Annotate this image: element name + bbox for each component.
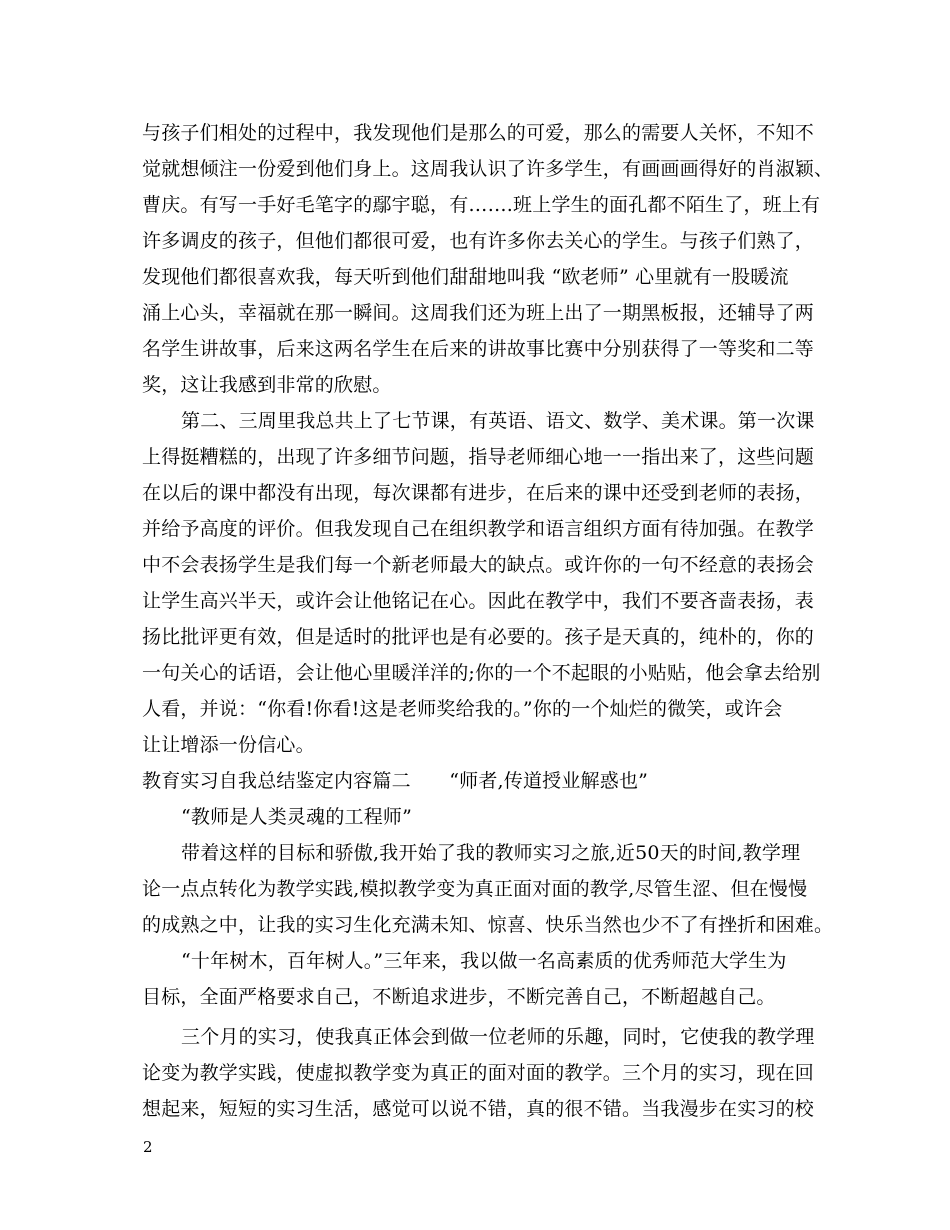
paragraph-line: 中不会表扬学生是我们每一个新老师最大的缺点。或许你的一句不经意的表扬会: [142, 554, 815, 576]
paragraph-line: 涌上心头，幸福就在那一瞬间。这周我们还为班上出了一期黑板报，还辅导了两: [142, 302, 815, 324]
paragraph-line: 觉就想倾注一份爱到他们身上。这周我认识了许多学生，有画画画得好的肖淑颖、: [142, 158, 834, 180]
quote-line: “教师是人类灵魂的工程师”: [181, 806, 413, 828]
paragraph-line: 目标，全面严格要求自己，不断追求进步，不断完善自己，不断超越自己。: [142, 986, 776, 1008]
paragraph-line: 带着这样的目标和骄傲,我开始了我的教师实习之旅,近50天的时间,教学理: [181, 842, 801, 864]
paragraph-line: 上得挺糟糕的，出现了许多细节问题，指导老师细心地一一指出来了，这些问题: [142, 446, 815, 468]
paragraph-line: 曹庆。有写一手好毛笔字的鄢宇聪，有…….班上学生的面孔都不陌生了，班上有: [142, 194, 821, 216]
paragraph-line: 与孩子们相处的过程中，我发现他们是那么的可爱，那么的需要人关怀，不知不: [142, 122, 815, 144]
paragraph-line: 三个月的实习，使我真正体会到做一位老师的乐趣，同时，它使我的教学理: [181, 1026, 815, 1048]
paragraph-line: 人看，并说：“你看!你看!这是老师奖给我的。”你的一个灿烂的微笑，或许会: [142, 698, 783, 720]
paragraph-line: 许多调皮的孩子，但他们都很可爱，也有许多你去关心的学生。与孩子们熟了，: [142, 230, 815, 252]
paragraph-line: 奖，这让我感到非常的欣慰。: [142, 374, 392, 396]
paragraph-line: “十年树木，百年树人。”三年来，我以做一名高素质的优秀师范大学生为: [181, 950, 787, 972]
paragraph-line: 让让增添一份信心。: [142, 734, 315, 756]
paragraph-line: 并给予高度的评价。但我发现自己在组织教学和语言组织方面有待加强。在教学: [142, 518, 815, 540]
paragraph-line: 的成熟之中，让我的实习生化充满未知、惊喜、快乐当然也少不了有挫折和困难。: [142, 914, 834, 936]
paragraph-line: 论变为教学实践，使虚拟教学变为真正的面对面的教学。三个月的实习，现在回: [142, 1062, 815, 1084]
paragraph-line: 在以后的课中都没有出现，每次课都有进步，在后来的课中还受到老师的表扬，: [142, 482, 815, 504]
page-number: 2: [143, 1138, 153, 1156]
paragraph-line: 发现他们都很喜欢我，每天听到他们甜甜地叫我 “欧老师” 心里就有一股暖流: [142, 266, 789, 288]
paragraph-line: 扬比批评更有效，但是适时的批评也是有必要的。孩子是天真的，纯朴的，你的: [142, 626, 815, 648]
paragraph-line: 一句关心的话语，会让他心里暖洋洋的;你的一个不起眼的小贴贴，他会拿去给别: [142, 662, 821, 684]
section-heading: 教育实习自我总结鉴定内容篇二 “师者,传道授业解惑也”: [142, 770, 649, 792]
paragraph-line: 论一点点转化为教学实践,模拟教学变为真正面对面的教学,尽管生涩、但在慢慢: [142, 878, 808, 900]
paragraph-line: 名学生讲故事，后来这两名学生在后来的讲故事比赛中分别获得了一等奖和二等: [142, 338, 815, 360]
paragraph-line: 让学生高兴半天，或许会让他铭记在心。因此在教学中，我们不要吝啬表扬，表: [142, 590, 815, 612]
paragraph-line: 想起来，短短的实习生活，感觉可以说不错，真的很不错。当我漫步在实习的校: [142, 1098, 815, 1120]
paragraph-line: 第二、三周里我总共上了七节课，有英语、语文、数学、美术课。第一次课: [181, 410, 815, 432]
